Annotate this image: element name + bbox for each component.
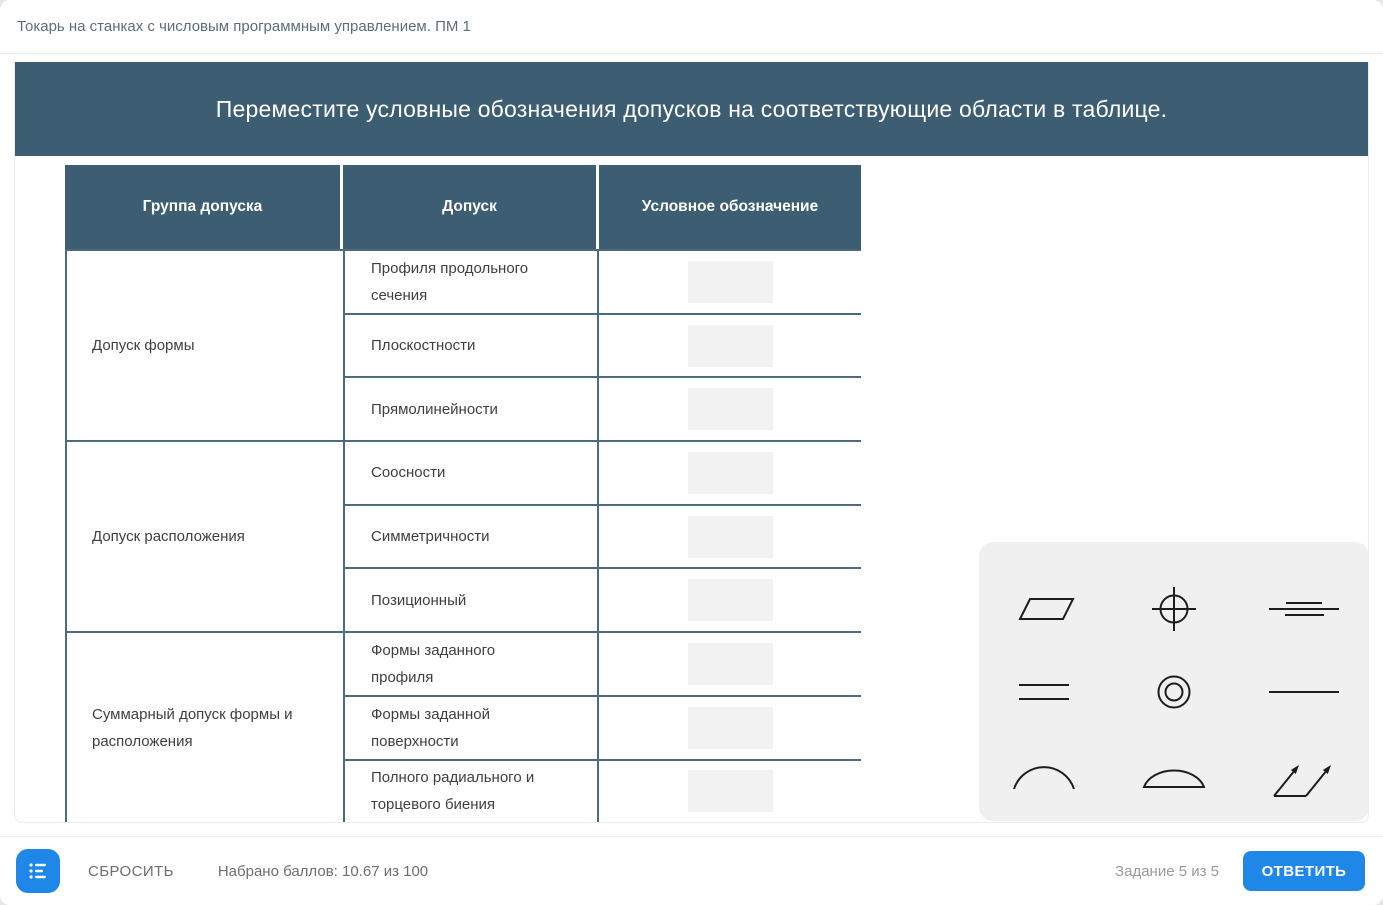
- dropzone[interactable]: [688, 770, 773, 812]
- symbol-cell: [599, 376, 861, 440]
- dropzone[interactable]: [688, 579, 773, 621]
- flatness-symbol[interactable]: [979, 564, 1109, 654]
- symbol-cell: [599, 567, 861, 631]
- quiz-card: [14, 62, 1369, 823]
- tolerance-table: [65, 165, 861, 822]
- symbol-cell: [599, 440, 861, 504]
- group-cell: Допуск формы: [65, 249, 343, 440]
- tolerance-cell: Формы заданного профиля: [343, 631, 599, 695]
- coaxiality-symbol[interactable]: [1109, 654, 1239, 732]
- group-cell: Суммарный допуск формы и расположения: [65, 631, 343, 822]
- tolerance-cell: Позиционный: [343, 567, 599, 631]
- title-bar: [0, 0, 1383, 54]
- symbol-cell: [599, 631, 861, 695]
- tolerance-cell: Прямолинейности: [343, 376, 599, 440]
- bottom-bar: [0, 836, 1383, 905]
- reset-button[interactable]: СБРОСИТЬ: [88, 862, 174, 880]
- symbol-cell: [599, 504, 861, 568]
- straightness-symbol[interactable]: [1239, 654, 1369, 732]
- dropzone[interactable]: [688, 516, 773, 558]
- task-prompt-banner: [15, 62, 1368, 156]
- total-runout-symbol[interactable]: [1239, 731, 1369, 821]
- tolerance-cell: Плоскостности: [343, 313, 599, 377]
- dropzone[interactable]: [688, 261, 773, 303]
- symbol-cell: [599, 759, 861, 823]
- header-tolerance: Допуск: [343, 165, 599, 249]
- symmetry-symbol[interactable]: [979, 654, 1109, 732]
- tolerance-cell: Профиля продольного сечения: [343, 249, 599, 313]
- task-progress: Задание 5 из 5: [1115, 862, 1219, 880]
- line-profile-symbol[interactable]: [979, 731, 1109, 821]
- surface-profile-symbol[interactable]: [1109, 731, 1239, 821]
- course-title: Токарь на станках с числовым программным управлением. ПМ 1: [17, 18, 471, 35]
- dropzone[interactable]: [688, 452, 773, 494]
- dropzone[interactable]: [688, 643, 773, 685]
- dropzone[interactable]: [688, 707, 773, 749]
- task-list-button[interactable]: [16, 849, 60, 893]
- position-symbol[interactable]: [1109, 564, 1239, 654]
- header-group: Группа допуска: [65, 165, 343, 249]
- header-symbol: Условное обозначение: [599, 165, 861, 249]
- tolerance-cell: Формы заданной поверхности: [343, 695, 599, 759]
- longitudinal-section-profile-symbol[interactable]: [1239, 564, 1369, 654]
- dropzone[interactable]: [688, 388, 773, 430]
- symbol-cell: [599, 313, 861, 377]
- score-text: Набрано баллов: 10.67 из 100: [217, 862, 429, 880]
- symbols-panel: [979, 542, 1369, 821]
- tolerance-cell: Симметричности: [343, 504, 599, 568]
- answer-button[interactable]: ОТВЕТИТЬ: [1243, 851, 1365, 891]
- symbol-cell: [599, 249, 861, 313]
- task-prompt: Переместите условные обозначения допусков на соответствующие области в таблице.: [215, 95, 1168, 122]
- group-cell: Допуск расположения: [65, 440, 343, 631]
- symbol-cell: [599, 695, 861, 759]
- dropzone[interactable]: [688, 325, 773, 367]
- tolerance-cell: Соосности: [343, 440, 599, 504]
- tolerance-cell: Полного радиального и торцевого биения: [343, 759, 599, 823]
- list-icon: [27, 860, 49, 882]
